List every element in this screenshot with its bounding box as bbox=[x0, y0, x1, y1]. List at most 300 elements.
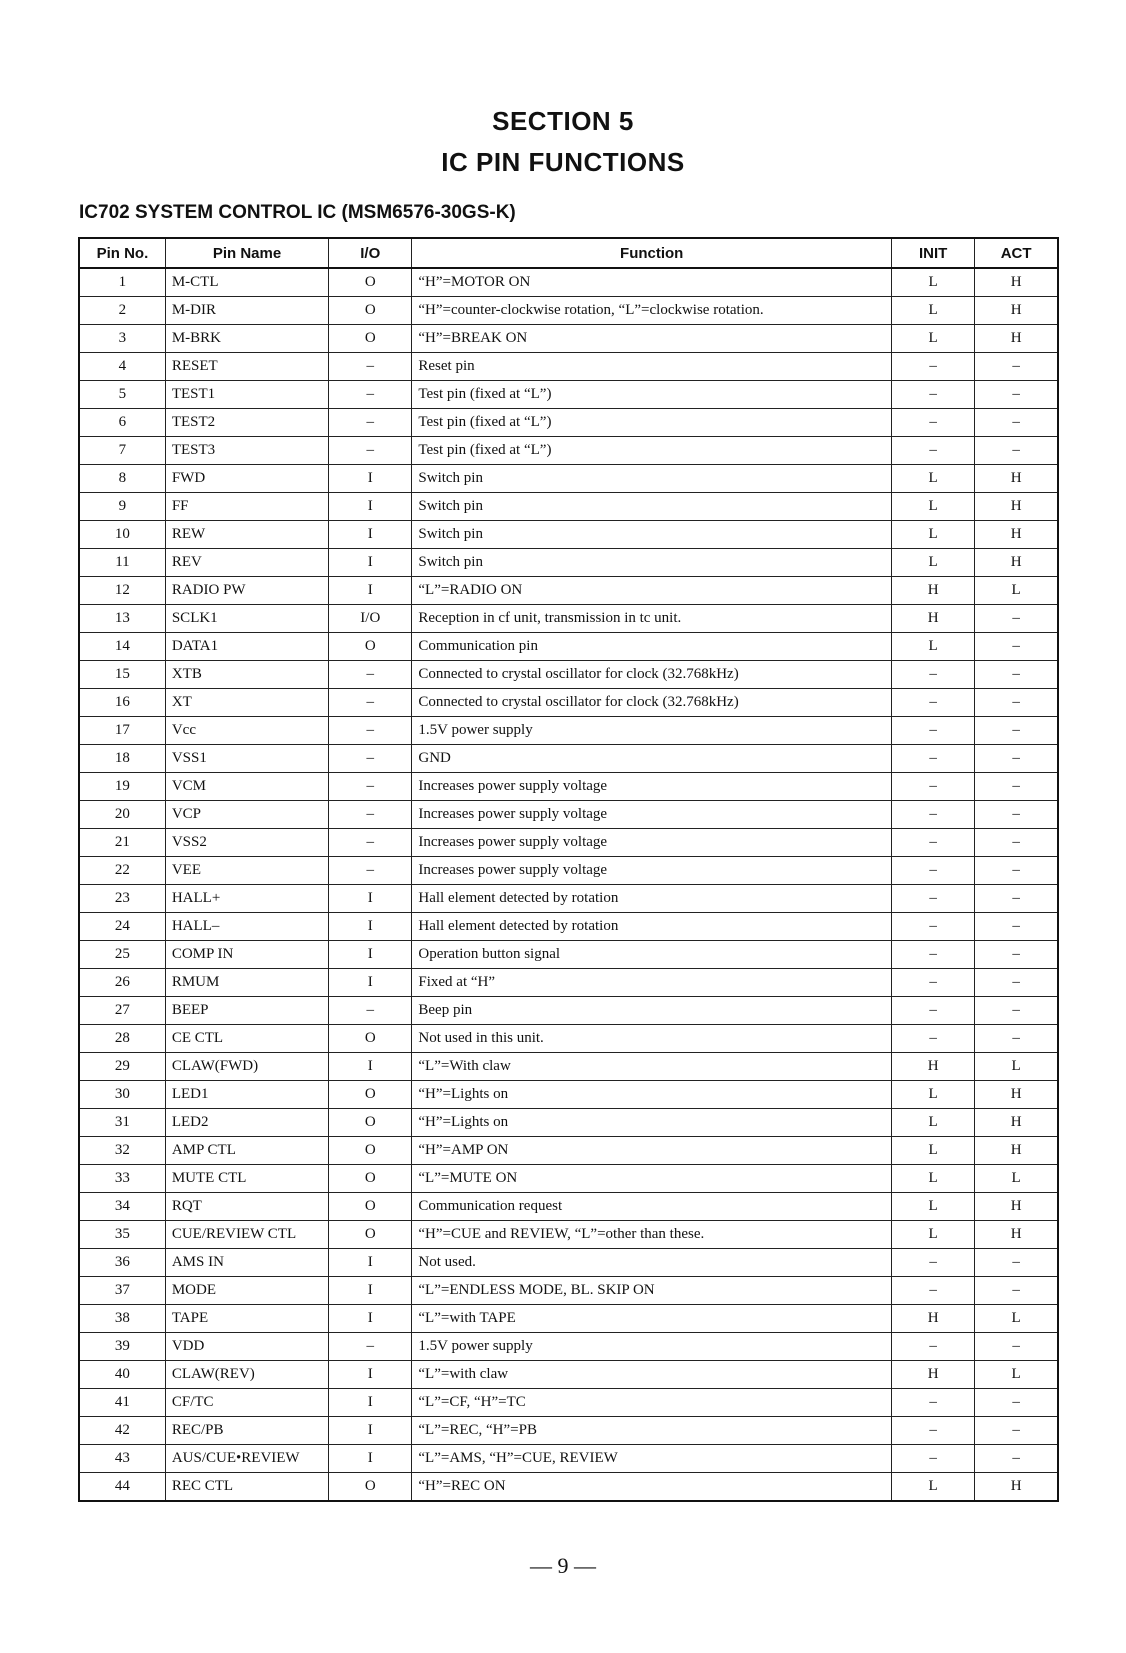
pin-name-cell: MUTE CTL bbox=[165, 1165, 328, 1193]
pin-number-cell: 25 bbox=[79, 941, 165, 969]
pin-number-cell: 40 bbox=[79, 1361, 165, 1389]
table-row bbox=[79, 1361, 1058, 1389]
pin-name-cell: VDD bbox=[165, 1333, 328, 1361]
table-row bbox=[79, 717, 1058, 745]
pin-name-cell: DATA1 bbox=[165, 633, 328, 661]
io-cell: – bbox=[329, 717, 412, 745]
table-row bbox=[79, 1305, 1058, 1333]
pin-name-cell: RESET bbox=[165, 353, 328, 381]
init-cell: – bbox=[892, 437, 975, 465]
pin-number-cell: 34 bbox=[79, 1193, 165, 1221]
init-cell: – bbox=[892, 381, 975, 409]
pin-name-cell: MODE bbox=[165, 1277, 328, 1305]
table-row bbox=[79, 633, 1058, 661]
act-cell: – bbox=[975, 745, 1058, 773]
table-row bbox=[79, 437, 1058, 465]
init-cell: – bbox=[892, 997, 975, 1025]
pin-name-cell: REV bbox=[165, 549, 328, 577]
function-cell: “H”=MOTOR ON bbox=[412, 268, 892, 297]
io-cell: O bbox=[329, 1165, 412, 1193]
pin-name-cell: LED2 bbox=[165, 1109, 328, 1137]
table-row bbox=[79, 1473, 1058, 1502]
act-cell: H bbox=[975, 268, 1058, 297]
init-cell: L bbox=[892, 1165, 975, 1193]
act-cell: – bbox=[975, 353, 1058, 381]
pin-number-cell: 19 bbox=[79, 773, 165, 801]
init-cell: L bbox=[892, 1137, 975, 1165]
page-title: IC PIN FUNCTIONS bbox=[441, 147, 685, 177]
pin-name-cell: REC/PB bbox=[165, 1417, 328, 1445]
pin-name-cell: XT bbox=[165, 689, 328, 717]
io-cell: I bbox=[329, 465, 412, 493]
io-cell: O bbox=[329, 1193, 412, 1221]
pin-name-cell: TEST3 bbox=[165, 437, 328, 465]
init-cell: – bbox=[892, 661, 975, 689]
init-cell: – bbox=[892, 941, 975, 969]
act-cell: H bbox=[975, 1193, 1058, 1221]
table-row bbox=[79, 885, 1058, 913]
table-header-row bbox=[79, 238, 1058, 268]
pin-number-cell: 15 bbox=[79, 661, 165, 689]
init-cell: H bbox=[892, 605, 975, 633]
io-cell: I bbox=[329, 577, 412, 605]
function-cell: Reception in cf unit, transmission in tc unit. bbox=[412, 605, 892, 633]
io-cell: O bbox=[329, 1081, 412, 1109]
act-cell: H bbox=[975, 297, 1058, 325]
init-cell: – bbox=[892, 857, 975, 885]
pin-number-cell: 37 bbox=[79, 1277, 165, 1305]
act-cell: H bbox=[975, 465, 1058, 493]
io-cell: – bbox=[329, 661, 412, 689]
act-cell: L bbox=[975, 1053, 1058, 1081]
function-cell: “L”=REC, “H”=PB bbox=[412, 1417, 892, 1445]
io-cell: O bbox=[329, 297, 412, 325]
init-cell: – bbox=[892, 717, 975, 745]
page-number: — 9 — bbox=[530, 1553, 596, 1578]
init-cell: L bbox=[892, 633, 975, 661]
act-cell: – bbox=[975, 381, 1058, 409]
pin-number-cell: 8 bbox=[79, 465, 165, 493]
pin-number-cell: 14 bbox=[79, 633, 165, 661]
init-cell: – bbox=[892, 689, 975, 717]
io-cell: – bbox=[329, 997, 412, 1025]
pin-number-cell: 6 bbox=[79, 409, 165, 437]
pin-name-cell: Vcc bbox=[165, 717, 328, 745]
pin-name-cell: TAPE bbox=[165, 1305, 328, 1333]
pin-name-cell: SCLK1 bbox=[165, 605, 328, 633]
function-cell: Hall element detected by rotation bbox=[412, 885, 892, 913]
act-cell: – bbox=[975, 1025, 1058, 1053]
pin-number-cell: 9 bbox=[79, 493, 165, 521]
pin-number-cell: 17 bbox=[79, 717, 165, 745]
act-cell: H bbox=[975, 1221, 1058, 1249]
io-cell: – bbox=[329, 353, 412, 381]
act-cell: H bbox=[975, 1473, 1058, 1502]
pin-number-cell: 33 bbox=[79, 1165, 165, 1193]
init-cell: – bbox=[892, 1417, 975, 1445]
pin-number-cell: 30 bbox=[79, 1081, 165, 1109]
function-cell: “H”=REC ON bbox=[412, 1473, 892, 1502]
act-cell: H bbox=[975, 1137, 1058, 1165]
function-cell: “H”=counter-clockwise rotation, “L”=clockwise rotation. bbox=[412, 297, 892, 325]
table-row bbox=[79, 1053, 1058, 1081]
act-cell: – bbox=[975, 1249, 1058, 1277]
function-cell: “L”=ENDLESS MODE, BL. SKIP ON bbox=[412, 1277, 892, 1305]
init-cell: – bbox=[892, 1445, 975, 1473]
table-row bbox=[79, 1137, 1058, 1165]
function-cell: Operation button signal bbox=[412, 941, 892, 969]
init-cell: – bbox=[892, 409, 975, 437]
io-cell: I bbox=[329, 969, 412, 997]
pin-name-cell: VCM bbox=[165, 773, 328, 801]
init-cell: – bbox=[892, 1249, 975, 1277]
io-cell: O bbox=[329, 1473, 412, 1502]
pin-name-cell: RADIO PW bbox=[165, 577, 328, 605]
table-row bbox=[79, 1109, 1058, 1137]
init-cell: – bbox=[892, 913, 975, 941]
pin-name-cell: LED1 bbox=[165, 1081, 328, 1109]
io-cell: I bbox=[329, 1445, 412, 1473]
io-cell: – bbox=[329, 381, 412, 409]
function-cell: Increases power supply voltage bbox=[412, 773, 892, 801]
table-row bbox=[79, 465, 1058, 493]
act-cell: L bbox=[975, 1361, 1058, 1389]
table-caption: IC702 SYSTEM CONTROL IC (MSM6576-30GS-K) bbox=[79, 202, 516, 223]
init-cell: H bbox=[892, 1361, 975, 1389]
pin-number-cell: 12 bbox=[79, 577, 165, 605]
pin-number-cell: 16 bbox=[79, 689, 165, 717]
pin-number-cell: 21 bbox=[79, 829, 165, 857]
pin-name-cell: FF bbox=[165, 493, 328, 521]
io-cell: I bbox=[329, 941, 412, 969]
pin-name-cell: HALL– bbox=[165, 913, 328, 941]
table-row bbox=[79, 857, 1058, 885]
io-cell: O bbox=[329, 268, 412, 297]
function-cell: Hall element detected by rotation bbox=[412, 913, 892, 941]
init-cell: – bbox=[892, 1025, 975, 1053]
table-row bbox=[79, 353, 1058, 381]
io-cell: I bbox=[329, 493, 412, 521]
pin-name-cell: M-CTL bbox=[165, 268, 328, 297]
function-cell: Reset pin bbox=[412, 353, 892, 381]
io-cell: – bbox=[329, 409, 412, 437]
table-row bbox=[79, 913, 1058, 941]
init-cell: L bbox=[892, 1109, 975, 1137]
act-cell: – bbox=[975, 801, 1058, 829]
init-cell: L bbox=[892, 1221, 975, 1249]
pin-number-cell: 7 bbox=[79, 437, 165, 465]
act-cell: – bbox=[975, 689, 1058, 717]
io-cell: I bbox=[329, 1249, 412, 1277]
io-cell: – bbox=[329, 857, 412, 885]
pin-number-cell: 28 bbox=[79, 1025, 165, 1053]
column-header-function: Function bbox=[412, 238, 892, 268]
pin-number-cell: 41 bbox=[79, 1389, 165, 1417]
pin-number-cell: 10 bbox=[79, 521, 165, 549]
pin-name-cell: VSS2 bbox=[165, 829, 328, 857]
table-row bbox=[79, 1277, 1058, 1305]
init-cell: L bbox=[892, 325, 975, 353]
io-cell: I bbox=[329, 521, 412, 549]
table-row bbox=[79, 689, 1058, 717]
init-cell: – bbox=[892, 745, 975, 773]
io-cell: I bbox=[329, 1361, 412, 1389]
pin-name-cell: RMUM bbox=[165, 969, 328, 997]
pin-name-cell: TEST2 bbox=[165, 409, 328, 437]
table-row bbox=[79, 268, 1058, 297]
function-cell: “H”=AMP ON bbox=[412, 1137, 892, 1165]
function-cell: Beep pin bbox=[412, 997, 892, 1025]
section-heading: SECTION 5 bbox=[492, 106, 634, 136]
pin-number-cell: 5 bbox=[79, 381, 165, 409]
io-cell: I bbox=[329, 885, 412, 913]
io-cell: I bbox=[329, 549, 412, 577]
pin-name-cell: TEST1 bbox=[165, 381, 328, 409]
act-cell: – bbox=[975, 941, 1058, 969]
act-cell: – bbox=[975, 913, 1058, 941]
act-cell: H bbox=[975, 549, 1058, 577]
column-header-io: I/O bbox=[329, 238, 412, 268]
act-cell: – bbox=[975, 1333, 1058, 1361]
io-cell: I bbox=[329, 1053, 412, 1081]
init-cell: – bbox=[892, 353, 975, 381]
io-cell: – bbox=[329, 437, 412, 465]
io-cell: I bbox=[329, 1305, 412, 1333]
function-cell: Switch pin bbox=[412, 493, 892, 521]
pin-name-cell: RQT bbox=[165, 1193, 328, 1221]
init-cell: L bbox=[892, 1193, 975, 1221]
function-cell: “H”=CUE and REVIEW, “L”=other than these. bbox=[412, 1221, 892, 1249]
pin-number-cell: 31 bbox=[79, 1109, 165, 1137]
table-row bbox=[79, 493, 1058, 521]
act-cell: – bbox=[975, 633, 1058, 661]
table-row bbox=[79, 801, 1058, 829]
act-cell: H bbox=[975, 521, 1058, 549]
io-cell: O bbox=[329, 1025, 412, 1053]
init-cell: – bbox=[892, 801, 975, 829]
table-row bbox=[79, 745, 1058, 773]
table-row bbox=[79, 997, 1058, 1025]
init-cell: – bbox=[892, 773, 975, 801]
pin-number-cell: 11 bbox=[79, 549, 165, 577]
init-cell: L bbox=[892, 465, 975, 493]
pin-name-cell: VEE bbox=[165, 857, 328, 885]
pin-name-cell: M-DIR bbox=[165, 297, 328, 325]
function-cell: “L”=With claw bbox=[412, 1053, 892, 1081]
init-cell: H bbox=[892, 577, 975, 605]
pin-number-cell: 43 bbox=[79, 1445, 165, 1473]
io-cell: – bbox=[329, 829, 412, 857]
pin-number-cell: 35 bbox=[79, 1221, 165, 1249]
pin-number-cell: 32 bbox=[79, 1137, 165, 1165]
pin-number-cell: 23 bbox=[79, 885, 165, 913]
pin-name-cell: COMP IN bbox=[165, 941, 328, 969]
function-cell: Not used in this unit. bbox=[412, 1025, 892, 1053]
pin-number-cell: 39 bbox=[79, 1333, 165, 1361]
io-cell: – bbox=[329, 745, 412, 773]
init-cell: H bbox=[892, 1305, 975, 1333]
pin-name-cell: AMP CTL bbox=[165, 1137, 328, 1165]
function-cell: GND bbox=[412, 745, 892, 773]
pin-name-cell: CLAW(FWD) bbox=[165, 1053, 328, 1081]
act-cell: H bbox=[975, 1109, 1058, 1137]
act-cell: – bbox=[975, 997, 1058, 1025]
io-cell: I bbox=[329, 1277, 412, 1305]
pin-name-cell: XTB bbox=[165, 661, 328, 689]
act-cell: L bbox=[975, 1165, 1058, 1193]
pin-name-cell: CLAW(REV) bbox=[165, 1361, 328, 1389]
io-cell: I/O bbox=[329, 605, 412, 633]
io-cell: – bbox=[329, 689, 412, 717]
act-cell: – bbox=[975, 437, 1058, 465]
function-cell: Test pin (fixed at “L”) bbox=[412, 437, 892, 465]
pin-number-cell: 36 bbox=[79, 1249, 165, 1277]
table-row bbox=[79, 605, 1058, 633]
init-cell: – bbox=[892, 1333, 975, 1361]
pin-name-cell: FWD bbox=[165, 465, 328, 493]
io-cell: O bbox=[329, 1221, 412, 1249]
column-header-pin-no: Pin No. bbox=[79, 238, 165, 268]
table-row bbox=[79, 1445, 1058, 1473]
init-cell: L bbox=[892, 1473, 975, 1502]
pin-number-cell: 4 bbox=[79, 353, 165, 381]
init-cell: – bbox=[892, 829, 975, 857]
pin-number-cell: 18 bbox=[79, 745, 165, 773]
act-cell: – bbox=[975, 661, 1058, 689]
init-cell: – bbox=[892, 1389, 975, 1417]
function-cell: Test pin (fixed at “L”) bbox=[412, 409, 892, 437]
table-row bbox=[79, 1417, 1058, 1445]
io-cell: – bbox=[329, 1333, 412, 1361]
function-cell: 1.5V power supply bbox=[412, 1333, 892, 1361]
act-cell: – bbox=[975, 1277, 1058, 1305]
act-cell: L bbox=[975, 577, 1058, 605]
table-row bbox=[79, 409, 1058, 437]
table-row bbox=[79, 941, 1058, 969]
function-cell: Connected to crystal oscillator for clock (32.768kHz) bbox=[412, 661, 892, 689]
function-cell: “H”=Lights on bbox=[412, 1109, 892, 1137]
act-cell: H bbox=[975, 1081, 1058, 1109]
pin-name-cell: REW bbox=[165, 521, 328, 549]
init-cell: – bbox=[892, 969, 975, 997]
io-cell: O bbox=[329, 1109, 412, 1137]
function-cell: Communication pin bbox=[412, 633, 892, 661]
pin-name-cell: HALL+ bbox=[165, 885, 328, 913]
pin-number-cell: 38 bbox=[79, 1305, 165, 1333]
pin-number-cell: 42 bbox=[79, 1417, 165, 1445]
pin-number-cell: 44 bbox=[79, 1473, 165, 1502]
act-cell: – bbox=[975, 829, 1058, 857]
pin-name-cell: CF/TC bbox=[165, 1389, 328, 1417]
function-cell: Increases power supply voltage bbox=[412, 829, 892, 857]
function-cell: Fixed at “H” bbox=[412, 969, 892, 997]
table-row bbox=[79, 1081, 1058, 1109]
pin-number-cell: 13 bbox=[79, 605, 165, 633]
table-row bbox=[79, 549, 1058, 577]
pin-name-cell: REC CTL bbox=[165, 1473, 328, 1502]
column-header-pin-name: Pin Name bbox=[165, 238, 328, 268]
io-cell: O bbox=[329, 325, 412, 353]
table-row bbox=[79, 325, 1058, 353]
act-cell: – bbox=[975, 969, 1058, 997]
table-row bbox=[79, 1025, 1058, 1053]
table-row bbox=[79, 1249, 1058, 1277]
init-cell: – bbox=[892, 1277, 975, 1305]
io-cell: I bbox=[329, 1417, 412, 1445]
init-cell: L bbox=[892, 297, 975, 325]
table-row bbox=[79, 1165, 1058, 1193]
init-cell: L bbox=[892, 1081, 975, 1109]
function-cell: “L”=RADIO ON bbox=[412, 577, 892, 605]
io-cell: I bbox=[329, 913, 412, 941]
function-cell: Switch pin bbox=[412, 549, 892, 577]
column-header-init: INIT bbox=[892, 238, 975, 268]
function-cell: “L”=CF, “H”=TC bbox=[412, 1389, 892, 1417]
function-cell: Switch pin bbox=[412, 521, 892, 549]
function-cell: “L”=AMS, “H”=CUE, REVIEW bbox=[412, 1445, 892, 1473]
function-cell: Increases power supply voltage bbox=[412, 801, 892, 829]
function-cell: Not used. bbox=[412, 1249, 892, 1277]
io-cell: I bbox=[329, 1389, 412, 1417]
act-cell: – bbox=[975, 885, 1058, 913]
table-row bbox=[79, 661, 1058, 689]
function-cell: Connected to crystal oscillator for clock (32.768kHz) bbox=[412, 689, 892, 717]
function-cell: Test pin (fixed at “L”) bbox=[412, 381, 892, 409]
pin-name-cell: AUS/CUE•REVIEW bbox=[165, 1445, 328, 1473]
table-row bbox=[79, 297, 1058, 325]
table-row bbox=[79, 1193, 1058, 1221]
function-cell: Increases power supply voltage bbox=[412, 857, 892, 885]
io-cell: O bbox=[329, 633, 412, 661]
pin-number-cell: 29 bbox=[79, 1053, 165, 1081]
table-row bbox=[79, 829, 1058, 857]
init-cell: L bbox=[892, 268, 975, 297]
act-cell: H bbox=[975, 493, 1058, 521]
io-cell: O bbox=[329, 1137, 412, 1165]
pin-name-cell: M-BRK bbox=[165, 325, 328, 353]
pin-name-cell: CE CTL bbox=[165, 1025, 328, 1053]
table-row bbox=[79, 1333, 1058, 1361]
init-cell: L bbox=[892, 521, 975, 549]
table-row bbox=[79, 521, 1058, 549]
act-cell: L bbox=[975, 1305, 1058, 1333]
pin-number-cell: 2 bbox=[79, 297, 165, 325]
table-row bbox=[79, 773, 1058, 801]
function-cell: “L”=MUTE ON bbox=[412, 1165, 892, 1193]
column-header-act: ACT bbox=[975, 238, 1058, 268]
pin-number-cell: 27 bbox=[79, 997, 165, 1025]
act-cell: – bbox=[975, 857, 1058, 885]
pin-number-cell: 24 bbox=[79, 913, 165, 941]
pin-number-cell: 22 bbox=[79, 857, 165, 885]
function-cell: Switch pin bbox=[412, 465, 892, 493]
function-cell: “H”=BREAK ON bbox=[412, 325, 892, 353]
init-cell: H bbox=[892, 1053, 975, 1081]
act-cell: – bbox=[975, 605, 1058, 633]
table-row bbox=[79, 577, 1058, 605]
act-cell: H bbox=[975, 325, 1058, 353]
init-cell: L bbox=[892, 549, 975, 577]
pin-number-cell: 20 bbox=[79, 801, 165, 829]
table-row bbox=[79, 381, 1058, 409]
pin-number-cell: 3 bbox=[79, 325, 165, 353]
table-row bbox=[79, 1389, 1058, 1417]
table-row bbox=[79, 969, 1058, 997]
pin-name-cell: AMS IN bbox=[165, 1249, 328, 1277]
pin-functions-table bbox=[78, 237, 1059, 1502]
act-cell: – bbox=[975, 1445, 1058, 1473]
act-cell: – bbox=[975, 773, 1058, 801]
